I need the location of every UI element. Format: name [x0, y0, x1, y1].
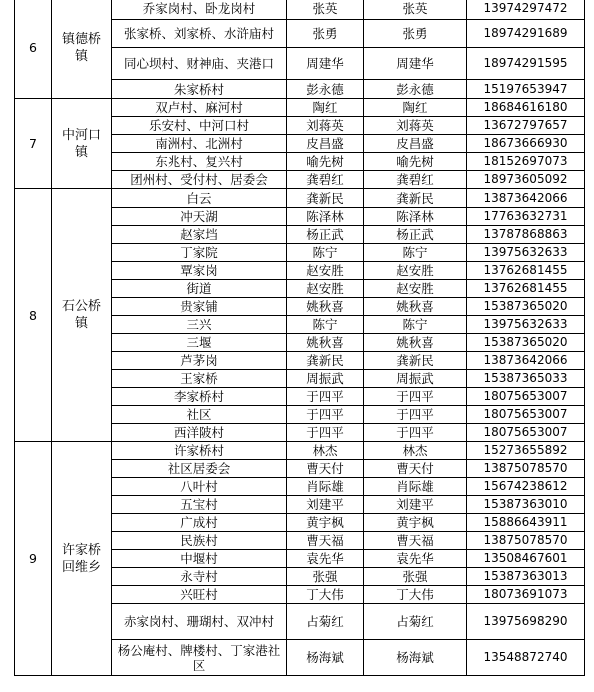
phone-number: 18075653007 [467, 388, 585, 406]
leader-name: 姚秋喜 [287, 334, 364, 352]
contact-name: 林杰 [364, 442, 467, 460]
village-area: 三兴 [112, 316, 287, 334]
village-area: 王家桥 [112, 370, 287, 388]
contact-name: 于四平 [364, 406, 467, 424]
leader-name: 刘蒋英 [287, 117, 364, 135]
contact-name: 陈宁 [364, 316, 467, 334]
town-name: 石公桥镇 [52, 189, 112, 442]
contact-name: 赵安胜 [364, 280, 467, 298]
phone-number: 13975698290 [467, 604, 585, 640]
group-number: 9 [15, 442, 52, 676]
leader-name: 陈泽林 [287, 208, 364, 226]
contact-name: 赵安胜 [364, 262, 467, 280]
village-area: 团州村、受付村、居委会 [112, 171, 287, 189]
phone-number: 15387365020 [467, 298, 585, 316]
contact-name: 曹天福 [364, 532, 467, 550]
contact-name: 皮昌盛 [364, 135, 467, 153]
leader-name: 于四平 [287, 406, 364, 424]
village-area: 同心坝村、财神庙、夹港口 [112, 48, 287, 80]
table-row [15, 99, 585, 117]
leader-name: 于四平 [287, 424, 364, 442]
village-area: 白云 [112, 189, 287, 208]
leader-name: 林杰 [287, 442, 364, 460]
leader-name: 张勇 [287, 20, 364, 48]
contact-name: 彭永德 [364, 80, 467, 99]
contact-name: 龚新民 [364, 189, 467, 208]
leader-name: 陶红 [287, 99, 364, 117]
leader-name: 曹天福 [287, 532, 364, 550]
village-area: 中堰村 [112, 550, 287, 568]
contact-name: 张英 [364, 0, 467, 20]
leader-name: 彭永德 [287, 80, 364, 99]
leader-name: 周建华 [287, 48, 364, 80]
village-area: 芦茅岗 [112, 352, 287, 370]
leader-name: 肖际雄 [287, 478, 364, 496]
phone-number: 18152697073 [467, 153, 585, 171]
phone-number: 13873642066 [467, 189, 585, 208]
village-area: 贵家铺 [112, 298, 287, 316]
phone-number: 18673666930 [467, 135, 585, 153]
village-area: 许家桥村 [112, 442, 287, 460]
leader-name: 姚秋喜 [287, 298, 364, 316]
phone-number: 15273655892 [467, 442, 585, 460]
phone-number: 13672797657 [467, 117, 585, 135]
leader-name: 张英 [287, 0, 364, 20]
leader-name: 陈宁 [287, 244, 364, 262]
village-area: 覃家岗 [112, 262, 287, 280]
group-number: 7 [15, 99, 52, 189]
leader-name: 袁先华 [287, 550, 364, 568]
village-area: 乐安村、中河口村 [112, 117, 287, 135]
phone-number: 13975632633 [467, 316, 585, 334]
table-body [15, 0, 585, 676]
village-area: 赤家岗村、珊瑚村、双冲村 [112, 604, 287, 640]
village-area: 八叶村 [112, 478, 287, 496]
village-area: 永寺村 [112, 568, 287, 586]
village-area: 社区居委会 [112, 460, 287, 478]
contact-name: 占菊红 [364, 604, 467, 640]
leader-name: 占菊红 [287, 604, 364, 640]
contact-name: 龚新民 [364, 352, 467, 370]
phone-number: 13873642066 [467, 352, 585, 370]
contact-table [14, 0, 585, 676]
leader-name: 曹天付 [287, 460, 364, 478]
contact-name: 袁先华 [364, 550, 467, 568]
village-area: 南洲村、北洲村 [112, 135, 287, 153]
town-name: 中河口镇 [52, 99, 112, 189]
phone-number: 13787868863 [467, 226, 585, 244]
contact-name: 刘建平 [364, 496, 467, 514]
village-area: 冲天湖 [112, 208, 287, 226]
phone-number: 15674238612 [467, 478, 585, 496]
leader-name: 杨海斌 [287, 640, 364, 676]
phone-number: 13762681455 [467, 280, 585, 298]
phone-number: 15387365020 [467, 334, 585, 352]
contact-name: 丁大伟 [364, 586, 467, 604]
contact-name: 曹天付 [364, 460, 467, 478]
phone-number: 18974291595 [467, 48, 585, 80]
contact-name: 姚秋喜 [364, 298, 467, 316]
village-area: 双卢村、麻河村 [112, 99, 287, 117]
phone-number: 13974297472 [467, 0, 585, 20]
leader-name: 赵安胜 [287, 262, 364, 280]
village-area: 丁家院 [112, 244, 287, 262]
contact-name: 杨正武 [364, 226, 467, 244]
contact-name: 周建华 [364, 48, 467, 80]
phone-number: 15387363013 [467, 568, 585, 586]
table-row [15, 189, 585, 208]
village-area: 赵家垱 [112, 226, 287, 244]
contact-name: 于四平 [364, 388, 467, 406]
phone-number: 18974291689 [467, 20, 585, 48]
contact-name: 于四平 [364, 424, 467, 442]
contact-name: 陈宁 [364, 244, 467, 262]
phone-number: 15387363010 [467, 496, 585, 514]
contact-name: 龚碧红 [364, 171, 467, 189]
leader-name: 张强 [287, 568, 364, 586]
leader-name: 赵安胜 [287, 280, 364, 298]
contact-name: 刘蒋英 [364, 117, 467, 135]
phone-number: 13508467601 [467, 550, 585, 568]
contact-name: 周振武 [364, 370, 467, 388]
town-name: 许家桥回维乡 [52, 442, 112, 676]
contact-name: 杨海斌 [364, 640, 467, 676]
phone-number: 13975632633 [467, 244, 585, 262]
leader-name: 于四平 [287, 388, 364, 406]
village-area: 东兆村、复兴村 [112, 153, 287, 171]
village-area: 社区 [112, 406, 287, 424]
village-area: 西洋陂村 [112, 424, 287, 442]
village-area: 街道 [112, 280, 287, 298]
leader-name: 龚碧红 [287, 171, 364, 189]
phone-number: 18973605092 [467, 171, 585, 189]
village-area: 三堰 [112, 334, 287, 352]
leader-name: 黄宇枫 [287, 514, 364, 532]
leader-name: 刘建平 [287, 496, 364, 514]
village-area: 朱家桥村 [112, 80, 287, 99]
leader-name: 喻先树 [287, 153, 364, 171]
phone-number: 15197653947 [467, 80, 585, 99]
village-area: 张家桥、刘家桥、水浒庙村 [112, 20, 287, 48]
contact-name: 姚秋喜 [364, 334, 467, 352]
phone-number: 18075653007 [467, 424, 585, 442]
contact-name: 肖际雄 [364, 478, 467, 496]
group-number: 8 [15, 189, 52, 442]
leader-name: 杨正武 [287, 226, 364, 244]
leader-name: 皮昌盛 [287, 135, 364, 153]
phone-number: 17763632731 [467, 208, 585, 226]
village-area: 乔家岗村、卧龙岗村 [112, 0, 287, 20]
group-number: 6 [15, 0, 52, 99]
leader-name: 周振武 [287, 370, 364, 388]
contact-name: 黄宇枫 [364, 514, 467, 532]
village-area: 杨公庵村、牌楼村、丁家港社区 [112, 640, 287, 676]
leader-name: 陈宁 [287, 316, 364, 334]
phone-number: 13548872740 [467, 640, 585, 676]
village-area: 五宝村 [112, 496, 287, 514]
leader-name: 丁大伟 [287, 586, 364, 604]
village-area: 民族村 [112, 532, 287, 550]
phone-number: 13762681455 [467, 262, 585, 280]
phone-number: 18073691073 [467, 586, 585, 604]
phone-number: 15387365033 [467, 370, 585, 388]
phone-number: 18684616180 [467, 99, 585, 117]
phone-number: 13875078570 [467, 460, 585, 478]
contact-name: 喻先树 [364, 153, 467, 171]
phone-number: 15886643911 [467, 514, 585, 532]
table-row [15, 442, 585, 460]
phone-number: 13875078570 [467, 532, 585, 550]
contact-name: 张强 [364, 568, 467, 586]
town-name: 镇德桥镇 [52, 0, 112, 99]
village-area: 兴旺村 [112, 586, 287, 604]
contact-name: 陈泽林 [364, 208, 467, 226]
contact-name: 张勇 [364, 20, 467, 48]
village-area: 广成村 [112, 514, 287, 532]
leader-name: 龚新民 [287, 189, 364, 208]
contact-name: 陶红 [364, 99, 467, 117]
leader-name: 龚新民 [287, 352, 364, 370]
table-row [15, 0, 585, 20]
phone-number: 18075653007 [467, 406, 585, 424]
village-area: 李家桥村 [112, 388, 287, 406]
